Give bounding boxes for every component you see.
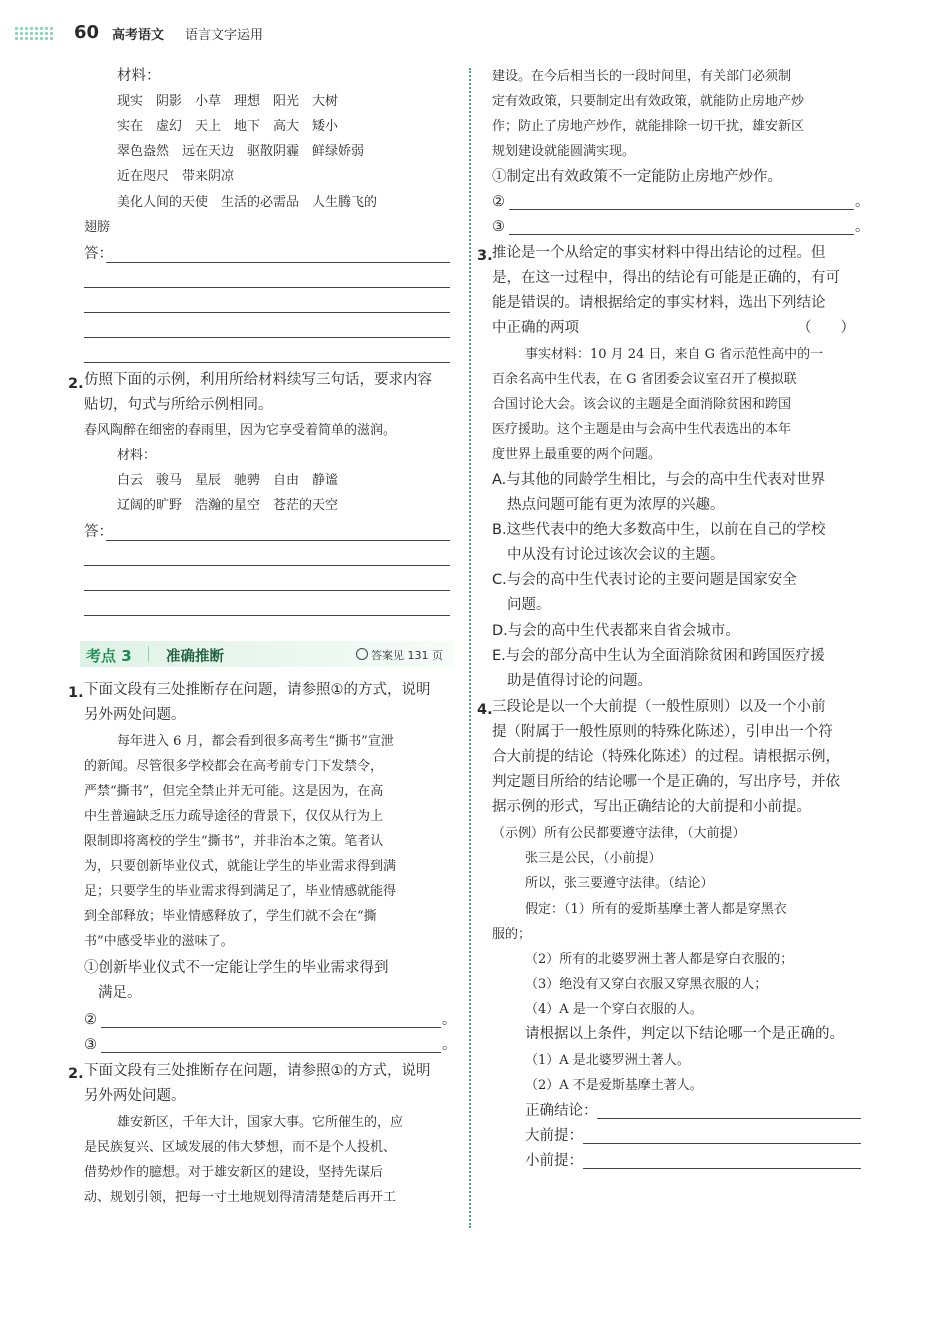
- answer-line[interactable]: [84, 590, 450, 591]
- passage-line: 合国讨论大会。该会议的主题是全面消除贫困和跨国: [492, 397, 792, 412]
- question-number: 3.: [477, 248, 493, 264]
- answer-line[interactable]: [101, 1027, 441, 1028]
- section-banner: [80, 641, 454, 667]
- major-premise-field[interactable]: [583, 1143, 861, 1144]
- option-e[interactable]: E.与会的部分高中生认为全面消除贫困和跨国医疗援: [492, 648, 825, 664]
- example-line: 张三是公民，（小前提）: [525, 851, 662, 866]
- answer-line[interactable]: [106, 540, 450, 541]
- answer-line[interactable]: [84, 312, 450, 313]
- answer-line[interactable]: [84, 565, 450, 566]
- conclusion-option: （1）A 是北婆罗洲土著人。: [525, 1053, 690, 1068]
- question-text: 另外两处问题。: [84, 707, 186, 723]
- question-text: 下面文段有三处推断存在问题，请参照①的方式，说明: [84, 682, 431, 698]
- material-row: 近在咫尺 带来阴凉: [117, 169, 235, 184]
- passage-line: 严禁“撕书”，但完全禁止并无可能。这是因为，在高: [84, 784, 384, 799]
- answer-line[interactable]: [84, 287, 450, 288]
- question-number: 2.: [68, 376, 84, 392]
- passage-line: 百余名高中生代表，在 G 省团委会议室召开了模拟联: [492, 372, 797, 387]
- correct-conclusion-field[interactable]: [597, 1118, 861, 1119]
- example-line: （示例）所有公民都要遵守法律，（大前提）: [492, 826, 746, 841]
- answer-sample: [84, 956, 389, 981]
- premise-line: 假定：（1）所有的爱斯基摩土著人都是穿黑衣: [525, 902, 787, 917]
- material-row: 美化人间的天使 生活的必需品 人生腾飞的: [117, 195, 378, 210]
- answer-line[interactable]: [509, 209, 854, 210]
- answer-sample: [492, 165, 782, 190]
- passage-line: 规划建设就能圆满实现。: [492, 144, 636, 159]
- instruction-line: 请根据以上条件，判定以下结论哪一个是正确的。: [525, 1026, 844, 1042]
- circled-number: ②: [84, 1012, 97, 1028]
- circled-number: ①: [492, 169, 507, 185]
- premise-line: 服的；: [492, 927, 532, 942]
- question-text: 下面文段有三处推断存在问题，请参照①的方式，说明: [84, 1063, 431, 1079]
- answer-line[interactable]: [84, 615, 450, 616]
- book-title: 高考语文: [112, 28, 165, 43]
- answer-label: 答：: [84, 246, 113, 262]
- field-label: 正确结论：: [525, 1103, 598, 1119]
- question-number: 1.: [68, 685, 84, 701]
- option-b[interactable]: B.这些代表中的绝大多数高中生，以前在自己的学校: [492, 522, 826, 538]
- period: 。: [855, 219, 870, 235]
- material-row: 现实 阴影 小草 理想 阳光 大树: [117, 94, 339, 109]
- option-a[interactable]: A.与其他的同龄学生相比，与会的高中生代表对世界: [492, 472, 826, 488]
- period: 。: [855, 194, 870, 210]
- premise-line: （2）所有的北婆罗洲土著人都是穿白衣服的；: [525, 952, 794, 967]
- answer-line[interactable]: [101, 1052, 441, 1053]
- passage-line: 是民族复兴、区域发展的伟大梦想，而不是个人投机、: [84, 1140, 397, 1155]
- answer-line[interactable]: [84, 362, 450, 363]
- answer-line[interactable]: [509, 234, 854, 235]
- question-text: 另外两处问题。: [84, 1088, 186, 1104]
- passage-line: 每年进入 6 月，都会看到很多高考生“撕书”宣泄: [117, 734, 394, 749]
- passage-line: 动、规划引领，把每一寸土地规划得清清楚楚后再开工: [84, 1190, 397, 1205]
- option-c-cont: 问题。: [507, 597, 551, 613]
- question-text: 推论是一个从给定的事实材料中得出结论的过程。但: [492, 245, 826, 261]
- answer-sample-text: 制定出有效政策不一定能防止房地产炒作。: [506, 169, 782, 185]
- material-row: 翅膀: [84, 220, 111, 235]
- circled-number: ③: [84, 1037, 97, 1053]
- section-title: 准确推断: [166, 649, 224, 665]
- field-label: 大前提：: [525, 1128, 583, 1144]
- passage-line: 中生普遍缺乏压力疏导途径的背景下，仅仅从行为上: [84, 809, 384, 824]
- question-text: 能是错误的。请根据给定的事实材料，选出下列结论: [492, 295, 826, 311]
- answer-reference[interactable]: 答案见 131 页: [371, 649, 443, 662]
- option-a-cont: 热点问题可能有更为浓厚的兴趣。: [507, 497, 725, 513]
- question-number: 2.: [68, 1066, 84, 1082]
- material-row: 实在 虚幻 天上 地下 高大 矮小: [117, 119, 339, 134]
- answer-ref-icon: [356, 648, 368, 660]
- section-label: 考点 3: [86, 647, 132, 665]
- option-e-cont: 助是值得讨论的问题。: [507, 673, 652, 689]
- question-text: 仿照下面的示例，利用所给材料续写三句话，要求内容: [84, 372, 432, 388]
- minor-premise-field[interactable]: [583, 1168, 861, 1169]
- answer-sample-text: 创新毕业仪式不一定能让学生的毕业需求得到: [98, 960, 389, 976]
- section-title: 语言文字运用: [185, 28, 264, 43]
- page-number: 60: [74, 22, 100, 43]
- passage-line: 限制即将离校的学生“撕书”，并非治本之策。笔者认: [84, 834, 384, 849]
- question-text: 提（附属于一般性原则的特殊化陈述），引申出一个符: [492, 724, 833, 740]
- option-b-cont: 中从没有讨论过该次会议的主题。: [507, 547, 725, 563]
- example-sentence: 春风陶醉在细密的春雨里，因为它享受着简单的滋润。: [84, 423, 397, 438]
- circled-number: ③: [492, 219, 505, 235]
- circled-number: ②: [492, 194, 505, 210]
- passage-line: 为，只要创新毕业仪式，就能让学生的毕业需求得到满: [84, 859, 397, 874]
- circled-number: ①: [84, 960, 99, 976]
- passage-line: 度世界上最重要的两个问题。: [492, 447, 662, 462]
- question-text: 中正确的两项: [492, 320, 579, 336]
- passage-line: 书”中感受毕业的滋味了。: [84, 934, 234, 949]
- field-label: 小前提：: [525, 1153, 583, 1169]
- passage-line: 借势炒作的臆想。对于雄安新区的建设，坚持先谋后: [84, 1165, 384, 1180]
- passage-line: 定有效政策，只要制定出有效政策，就能防止房地产炒: [492, 94, 805, 109]
- example-line: 所以，张三要遵守法律。（结论）: [525, 876, 714, 891]
- passage-line: 足；只要学生的毕业需求得到满足了，毕业情感就能得: [84, 884, 397, 899]
- material-row: 白云 骏马 星辰 驰骋 自由 静谧: [117, 473, 339, 488]
- question-text: 据示例的形式，写出正确结论的大前提和小前提。: [492, 799, 811, 815]
- premise-line: （3）绝没有又穿白衣服又穿黑衣服的人；: [525, 977, 768, 992]
- question-text: 合大前提的结论（特殊化陈述）的过程。请根据示例，: [492, 749, 840, 765]
- material-label: 材料：: [117, 448, 157, 463]
- passage-line: 的新闻。尽管很多学校都会在高考前专门下发禁令，: [84, 759, 384, 774]
- passage-line: 作；防止了房地产炒作，就能排除一切干扰，雄安新区: [492, 119, 805, 134]
- header-dot-pattern: [14, 26, 54, 42]
- question-text: 贴切，句式与所给示例相同。: [84, 397, 273, 413]
- premise-line: （4）A 是一个穿白衣服的人。: [525, 1002, 703, 1017]
- option-c[interactable]: C.与会的高中生代表讨论的主要问题是国家安全: [492, 572, 797, 588]
- question-text: 三段论是以一个大前提（一般性原则）以及一个小前: [492, 699, 826, 715]
- passage-line: 建设。在今后相当长的一段时间里，有关部门必须制: [492, 69, 792, 84]
- question-text: 是，在这一过程中，得出的结论有可能是正确的，有可: [492, 270, 840, 286]
- answer-line[interactable]: [84, 337, 450, 338]
- passage-line: 到全部释放；毕业情感释放了，学生们就不会在“撕: [84, 909, 377, 924]
- passage-line: 雄安新区，千年大计，国家大事。它所催生的，应: [117, 1115, 404, 1130]
- material-row: 翠色盎然 远在天边 驱散阴霾 鲜绿娇弱: [117, 144, 365, 159]
- question-number: 4.: [477, 702, 493, 718]
- conclusion-option: （2）A 不是爱斯基摩土著人。: [525, 1078, 703, 1093]
- period: 。: [442, 1037, 457, 1053]
- answer-label: 答：: [84, 524, 113, 540]
- section-separator: [148, 646, 149, 662]
- answer-bracket[interactable]: （ ）: [797, 320, 855, 336]
- material-row: 辽阔的旷野 浩瀚的星空 苍茫的天空: [117, 498, 339, 513]
- material-label: 材料：: [117, 68, 161, 84]
- answer-line[interactable]: [106, 262, 450, 263]
- question-text: 判定题目所给的结论哪一个是正确的，写出序号，并依: [492, 774, 840, 790]
- column-divider: [469, 68, 471, 1228]
- answer-sample-cont: 满足。: [98, 985, 142, 1001]
- passage-line: 事实材料：10 月 24 日，来自 G 省示范性高中的一: [525, 347, 824, 362]
- period: 。: [442, 1012, 457, 1028]
- passage-line: 医疗援助。这个主题是由与会高中生代表选出的本年: [492, 422, 792, 437]
- option-d[interactable]: D.与会的高中生代表都来自省会城市。: [492, 623, 740, 639]
